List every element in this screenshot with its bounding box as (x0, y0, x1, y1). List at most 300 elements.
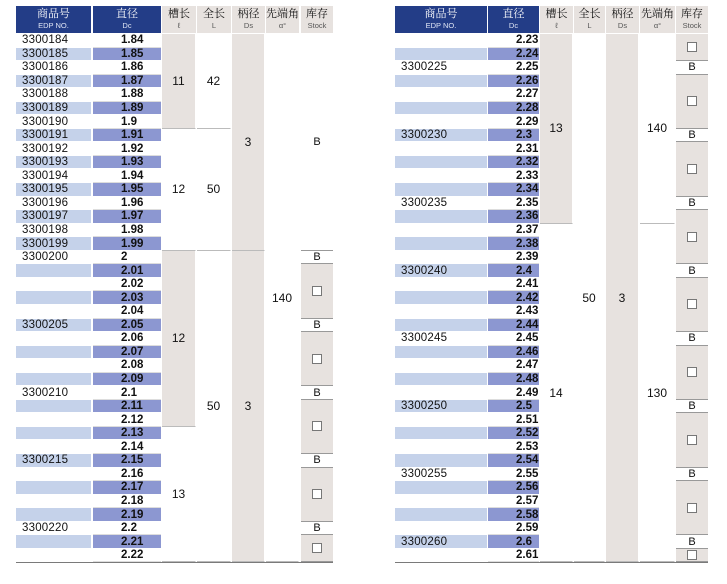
header-edp-sub: EDP NO. (38, 21, 69, 31)
diameter-value (488, 61, 539, 75)
edp-number (16, 156, 91, 170)
flute-length-cell (162, 34, 196, 129)
diameter-value (488, 386, 539, 400)
stock-checkbox[interactable] (301, 535, 333, 562)
edp-number-text: 3300205 (22, 318, 69, 331)
checkbox-icon[interactable] (312, 489, 322, 499)
shank-diameter-cell-text: 3 (244, 134, 252, 149)
header-flute-length-sub: ℓ (177, 21, 181, 31)
flute-length-cell (162, 129, 196, 251)
edp-number (16, 427, 91, 441)
diameter-value (488, 210, 539, 224)
header-overall-length-sub: L (587, 21, 592, 31)
edp-number (16, 481, 91, 495)
edp-number-text: 3300240 (401, 264, 448, 277)
stock-status-text: B (313, 522, 321, 535)
stock-checkbox[interactable] (301, 468, 333, 522)
header-flute-length (540, 6, 573, 33)
stock-checkbox[interactable] (676, 75, 708, 129)
edp-number (16, 102, 91, 116)
diameter-value (488, 156, 539, 170)
stock-status-text: B (688, 264, 696, 277)
diameter-value (488, 359, 539, 373)
diameter-value (488, 427, 539, 441)
edp-number (395, 142, 487, 156)
stock-status (676, 332, 708, 346)
diameter-value (488, 481, 539, 495)
stock-status (676, 197, 708, 211)
edp-number (395, 129, 487, 143)
edp-number-text: 3300210 (22, 386, 69, 399)
edp-number (16, 319, 91, 333)
diameter-value-text: 2.45 (516, 332, 539, 345)
diameter-value (488, 319, 539, 333)
diameter-value-text: 1.91 (121, 129, 144, 142)
header-shank-diameter (232, 6, 265, 33)
edp-number (16, 332, 91, 346)
edp-number-text: 3300215 (22, 454, 69, 467)
overall-length-cell (197, 251, 231, 563)
edp-number (395, 170, 487, 184)
diameter-value (93, 61, 161, 75)
diameter-value-text: 2.02 (121, 278, 144, 291)
checkbox-icon[interactable] (687, 42, 697, 52)
edp-number-text: 3300220 (22, 522, 69, 535)
diameter-value-text: 2.52 (516, 427, 539, 440)
diameter-value-text: 2.29 (516, 115, 539, 128)
diameter-value-text: 2.55 (516, 467, 539, 480)
stock-status-text: B (688, 467, 696, 480)
diameter-value-text: 2.48 (516, 373, 539, 386)
stock-checkbox[interactable] (301, 264, 333, 318)
diameter-value-text: 2.37 (516, 223, 539, 236)
edp-number (395, 183, 487, 197)
diameter-value (488, 454, 539, 468)
stock-checkbox[interactable] (676, 481, 708, 535)
diameter-value-text: 2.11 (121, 400, 143, 413)
edp-number (16, 224, 91, 238)
diameter-value (93, 305, 161, 319)
diameter-value-text: 1.86 (121, 61, 144, 74)
flute-length-cell-text: 11 (172, 73, 185, 88)
diameter-value (93, 48, 161, 62)
diameter-value (488, 508, 539, 522)
edp-number (395, 264, 487, 278)
diameter-value-text: 1.99 (121, 237, 144, 250)
overall-length-cell-text: 50 (206, 182, 221, 197)
diameter-value-text: 1.88 (121, 88, 144, 101)
edp-number (395, 495, 487, 509)
diameter-value (93, 373, 161, 387)
diameter-value-text: 2.4 (516, 264, 532, 277)
diameter-value (488, 468, 539, 482)
diameter-value (488, 251, 539, 265)
header-point-angle-sub: α° (653, 21, 662, 31)
diameter-value-text: 2.47 (516, 359, 539, 372)
point-angle-cell (266, 34, 299, 562)
stock-status (301, 454, 333, 468)
diameter-value (93, 129, 161, 143)
diameter-value (488, 522, 539, 536)
header-shank-diameter (606, 6, 639, 33)
diameter-value (93, 34, 161, 48)
edp-number (395, 48, 487, 62)
edp-number-text: 3300225 (401, 61, 448, 74)
stock-status-text: B (688, 61, 696, 74)
diameter-value (93, 413, 161, 427)
diameter-value-text: 2.35 (516, 196, 539, 209)
flute-length-cell (540, 34, 573, 224)
edp-number (395, 427, 487, 441)
header-point-angle (266, 6, 299, 33)
header-point-angle (640, 6, 675, 33)
diameter-value (488, 400, 539, 414)
edp-number (16, 210, 91, 224)
header-flute-length-label: 槽长 (168, 8, 190, 21)
diameter-value (93, 237, 161, 251)
stock-status (676, 400, 708, 414)
overall-length-cell (197, 34, 231, 129)
edp-number (395, 197, 487, 211)
diameter-value-text: 2.19 (121, 508, 144, 521)
edp-number (395, 224, 487, 238)
edp-number-text: 3300198 (22, 223, 69, 236)
edp-number (395, 61, 487, 75)
edp-number (16, 386, 91, 400)
diameter-value-text: 2.17 (121, 481, 144, 494)
stock-checkbox[interactable] (676, 413, 708, 467)
diameter-value-text: 2.49 (516, 386, 539, 399)
edp-number-text: 3300191 (22, 129, 69, 142)
diameter-value (93, 264, 161, 278)
diameter-value-text: 2.27 (516, 88, 539, 101)
checkbox-icon[interactable] (312, 543, 322, 553)
stock-checkbox[interactable] (676, 278, 708, 332)
flute-length-cell-text: 13 (171, 487, 186, 502)
stock-checkbox[interactable] (676, 210, 708, 264)
edp-number-text: 3300185 (22, 47, 69, 60)
header-stock (676, 6, 708, 33)
shank-diameter-cell (232, 251, 265, 563)
stock-status-text: B (313, 135, 321, 148)
checkbox-icon[interactable] (687, 96, 697, 106)
overall-length-cell-text: 42 (206, 73, 221, 88)
diameter-value (93, 156, 161, 170)
diameter-value (93, 400, 161, 414)
diameter-value (93, 346, 161, 360)
header-shank-diameter-sub: Ds (617, 21, 628, 31)
edp-number-text: 3300255 (401, 467, 448, 480)
diameter-value (93, 508, 161, 522)
edp-number (395, 237, 487, 251)
edp-number (16, 359, 91, 373)
edp-number (16, 142, 91, 156)
header-stock-sub: Stock (307, 21, 327, 31)
diameter-value (93, 115, 161, 129)
edp-number (16, 522, 91, 536)
header-edp-label: 商品号 (37, 8, 70, 21)
diameter-value-text: 2.22 (121, 549, 144, 562)
overall-length-cell-text: 50 (206, 399, 221, 414)
diameter-value-text: 2.18 (121, 494, 144, 507)
edp-number-text: 3300260 (401, 535, 448, 548)
header-stock (301, 6, 333, 33)
header-diameter-sub: Dc (122, 21, 132, 31)
diameter-value-text: 2.13 (121, 427, 144, 440)
stock-status-text: B (688, 332, 696, 345)
edp-number (16, 264, 91, 278)
diameter-value-text: 2.26 (516, 74, 539, 87)
edp-number (16, 305, 91, 319)
edp-number (16, 413, 91, 427)
edp-number-text: 3300190 (22, 115, 69, 128)
edp-number-text: 3300184 (22, 34, 69, 47)
diameter-value-text: 2.36 (516, 210, 539, 223)
diameter-value-text: 2.04 (121, 305, 144, 318)
stock-checkbox[interactable] (676, 549, 708, 563)
stock-checkbox[interactable] (676, 142, 708, 196)
stock-status-text: B (313, 318, 321, 331)
edp-number (395, 413, 487, 427)
edp-number-text: 3300199 (22, 237, 69, 250)
flute-length-cell-text: 13 (549, 121, 563, 136)
edp-number-text: 3300245 (401, 332, 448, 345)
edp-number (395, 346, 487, 360)
overall-length-cell (197, 129, 231, 251)
edp-number (16, 468, 91, 482)
diameter-value (93, 210, 161, 224)
diameter-value-text: 2.58 (516, 508, 539, 521)
edp-number (395, 319, 487, 333)
diameter-value (488, 115, 539, 129)
diameter-value (488, 197, 539, 211)
edp-number-text: 3300187 (22, 74, 69, 87)
edp-number (395, 400, 487, 414)
edp-number (395, 522, 487, 536)
header-overall-length (197, 6, 231, 33)
edp-number (16, 115, 91, 129)
diameter-value (93, 427, 161, 441)
edp-number (16, 170, 91, 184)
diameter-value (93, 468, 161, 482)
diameter-value-text: 2.14 (121, 440, 144, 453)
edp-number-text: 3300235 (401, 196, 448, 209)
diameter-value-text: 2.06 (121, 332, 144, 345)
stock-status (676, 129, 708, 143)
edp-number (16, 454, 91, 468)
stock-status (676, 468, 708, 482)
edp-number-text: 3300194 (22, 169, 69, 182)
diameter-value-text: 2.38 (516, 237, 539, 250)
header-stock-sub: Stock (682, 21, 702, 31)
diameter-value (93, 359, 161, 373)
diameter-value (488, 129, 539, 143)
edp-number-text: 3300193 (22, 156, 69, 169)
checkbox-icon[interactable] (312, 421, 322, 431)
checkbox-icon[interactable] (687, 164, 697, 174)
checkbox-icon[interactable] (312, 354, 322, 364)
stock-status (676, 535, 708, 549)
diameter-value-text: 2.42 (516, 291, 539, 304)
diameter-value-text: 1.98 (121, 223, 144, 236)
diameter-value-text: 2.01 (121, 264, 144, 277)
stock-status-text: B (688, 400, 696, 413)
diameter-value-text: 2.39 (516, 251, 539, 264)
diameter-value-text: 2.05 (121, 318, 144, 331)
point-angle-cell-text: 130 (646, 385, 668, 400)
diameter-value (93, 278, 161, 292)
diameter-value (93, 319, 161, 333)
edp-number (16, 291, 91, 305)
checkbox-icon[interactable] (687, 232, 697, 242)
checkbox-icon[interactable] (687, 550, 697, 560)
diameter-value (93, 197, 161, 211)
edp-number-text: 3300196 (22, 196, 69, 209)
diameter-value (488, 142, 539, 156)
edp-number (395, 251, 487, 265)
diameter-value-text: 1.94 (121, 169, 144, 182)
diameter-value (93, 481, 161, 495)
diameter-value-text: 2.53 (516, 440, 539, 453)
header-overall-length-sub: L (211, 21, 217, 31)
overall-length-cell-text: 50 (582, 290, 596, 305)
header-diameter-label: 直径 (502, 8, 525, 21)
diameter-value (93, 183, 161, 197)
diameter-value-text: 2.43 (516, 305, 539, 318)
point-angle-cell-text: 140 (271, 290, 293, 305)
header-flute-length-label: 槽长 (545, 8, 568, 21)
stock-status (676, 61, 708, 75)
checkbox-icon[interactable] (687, 299, 697, 309)
checkbox-icon[interactable] (312, 286, 322, 296)
checkbox-icon[interactable] (687, 503, 697, 513)
edp-number (395, 508, 487, 522)
edp-number (395, 386, 487, 400)
diameter-value-text: 2.44 (516, 318, 539, 331)
edp-number (395, 454, 487, 468)
diameter-value-text: 1.89 (121, 102, 144, 115)
edp-number (16, 129, 91, 143)
header-stock-label: 库存 (681, 8, 703, 21)
stock-status (676, 264, 708, 278)
diameter-value-text: 2.56 (516, 481, 539, 494)
diameter-value-text: 2.51 (516, 413, 539, 426)
diameter-value (488, 373, 539, 387)
diameter-value (93, 386, 161, 400)
edp-number (16, 237, 91, 251)
diameter-value (93, 495, 161, 509)
diameter-value (93, 522, 161, 536)
diameter-value-text: 1.92 (121, 142, 144, 155)
diameter-value-text: 2.33 (516, 169, 539, 182)
header-diameter (93, 6, 161, 33)
diameter-value (488, 102, 539, 116)
checkbox-icon[interactable] (687, 435, 697, 445)
shank-diameter-cell (232, 34, 265, 251)
stock-status (301, 386, 333, 400)
edp-number (16, 346, 91, 360)
edp-number (16, 278, 91, 292)
shank-diameter-cell-text: 3 (618, 290, 626, 305)
diameter-value (488, 549, 539, 563)
flute-length-cell-text: 14 (549, 385, 563, 400)
header-edp-sub: EDP NO. (425, 21, 457, 31)
edp-number (395, 481, 487, 495)
stock-checkbox[interactable] (676, 346, 708, 400)
stock-checkbox[interactable] (676, 34, 708, 61)
table-bottom-rule (395, 562, 708, 563)
header-edp (16, 6, 91, 33)
edp-number (16, 183, 91, 197)
diameter-value (93, 170, 161, 184)
header-stock-label: 库存 (306, 8, 328, 21)
diameter-value (488, 183, 539, 197)
edp-number-text: 3300188 (22, 88, 69, 101)
header-edp (395, 6, 487, 33)
edp-number (395, 115, 487, 129)
diameter-value (488, 88, 539, 102)
diameter-value-text: 2.1 (121, 386, 137, 399)
edp-number (16, 535, 91, 549)
diameter-value-text: 2.28 (516, 102, 539, 115)
diameter-value (93, 535, 161, 549)
diameter-value-text: 1.87 (121, 74, 144, 87)
diameter-value-text: 2.59 (516, 522, 539, 535)
diameter-value (93, 454, 161, 468)
diameter-value-text: 2.61 (516, 549, 539, 562)
stock-status (301, 251, 333, 265)
diameter-value-text: 2.2 (121, 522, 137, 535)
diameter-value-text: 1.96 (121, 196, 144, 209)
header-diameter-sub: Dc (508, 21, 519, 31)
diameter-value (488, 278, 539, 292)
diameter-value (488, 535, 539, 549)
header-edp-label: 商品号 (424, 8, 458, 21)
edp-number (395, 441, 487, 455)
edp-number (395, 305, 487, 319)
stock-status-text: B (688, 129, 696, 142)
header-shank-diameter-label: 柄径 (611, 8, 634, 21)
stock-checkbox[interactable] (301, 400, 333, 454)
point-angle-cell (640, 224, 675, 563)
edp-number (395, 102, 487, 116)
edp-number (16, 441, 91, 455)
diameter-value (488, 75, 539, 89)
edp-number (16, 508, 91, 522)
edp-number (16, 61, 91, 75)
diameter-value (93, 75, 161, 89)
table-bottom-rule (16, 562, 333, 563)
diameter-value (488, 332, 539, 346)
diameter-value (93, 549, 161, 563)
edp-number-text: 3300189 (22, 102, 69, 115)
edp-number (16, 549, 91, 563)
edp-number (16, 400, 91, 414)
diameter-value (93, 142, 161, 156)
diameter-value-text: 2.09 (121, 373, 144, 386)
diameter-value (93, 291, 161, 305)
stock-status (301, 522, 333, 536)
diameter-value (488, 346, 539, 360)
stock-status-text: B (313, 454, 321, 467)
stock-checkbox[interactable] (301, 332, 333, 386)
flute-length-cell-text: 12 (171, 331, 186, 346)
diameter-value-text: 2.15 (121, 454, 144, 467)
checkbox-icon[interactable] (687, 367, 697, 377)
diameter-value-text: 2.16 (121, 467, 144, 480)
shank-diameter-cell-text: 3 (244, 399, 252, 414)
stock-status (301, 34, 333, 251)
